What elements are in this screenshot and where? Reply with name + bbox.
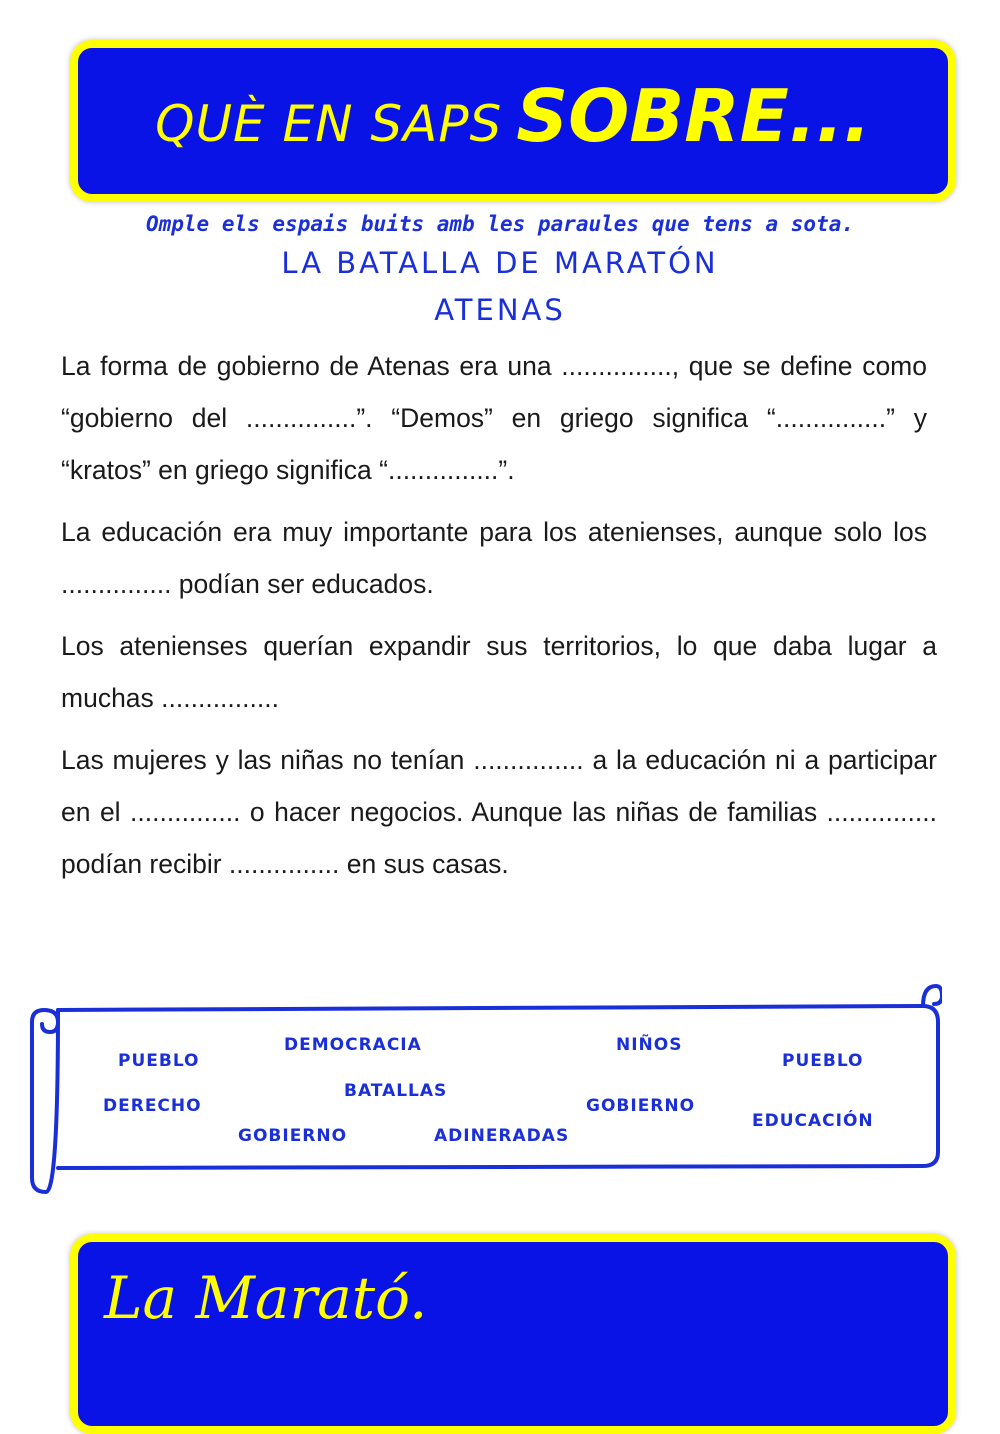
footer-title: La Marató. [104, 1264, 428, 1332]
word-bank-item: GOBIERNO [238, 1126, 348, 1146]
word-bank-item: NIÑOS [616, 1035, 683, 1055]
paragraph-education: La educación era muy importante para los atenienses, aunque solo los ............... podían ser educados. [61, 517, 927, 599]
scroll-outline-icon [28, 982, 942, 1198]
subtitle-battle: LA BATALLA DE MARATÓN [281, 246, 719, 280]
header-title [78, 74, 948, 158]
word-bank-item: GOBIERNO [586, 1096, 696, 1116]
header-title-part2: SOBRE... [516, 74, 871, 158]
word-bank-item: BATALLAS [344, 1081, 448, 1101]
paragraph-government: La forma de gobierno de Atenas era una ..............., que se define como “gobierno del ...............”. “Demos” en griego significa “...............” y “kratos” en griego significa “...............”. [61, 351, 927, 485]
paragraph-women: Las mujeres y las niñas no tenían ............... a la educación ni a participar en el ............... o hacer negocios. Aunque las niñas de familias ............... podían recibir ............... en sus casas. [61, 745, 937, 879]
word-bank-item: ADINERADAS [434, 1126, 570, 1146]
word-bank-item: PUEBLO [118, 1051, 200, 1071]
paragraph-territories: Los atenienses querían expandir sus territorios, lo que daba lugar a muchas ................ [61, 631, 937, 713]
header-banner [70, 40, 956, 202]
exercise-text [61, 340, 937, 900]
word-bank-item: PUEBLO [782, 1051, 864, 1071]
word-bank-scroll [28, 982, 942, 1198]
footer-banner [70, 1234, 956, 1434]
word-bank-item: DEMOCRACIA [284, 1035, 422, 1055]
instruction-text: Omple els espais buits amb les paraules que tens a sota. [145, 212, 854, 236]
subtitle-athens: ATENAS [434, 293, 566, 327]
word-bank-item: EDUCACIÓN [752, 1111, 874, 1131]
word-bank-item: DERECHO [103, 1096, 202, 1116]
header-title-part1: QUÈ EN SAPS [155, 95, 503, 153]
